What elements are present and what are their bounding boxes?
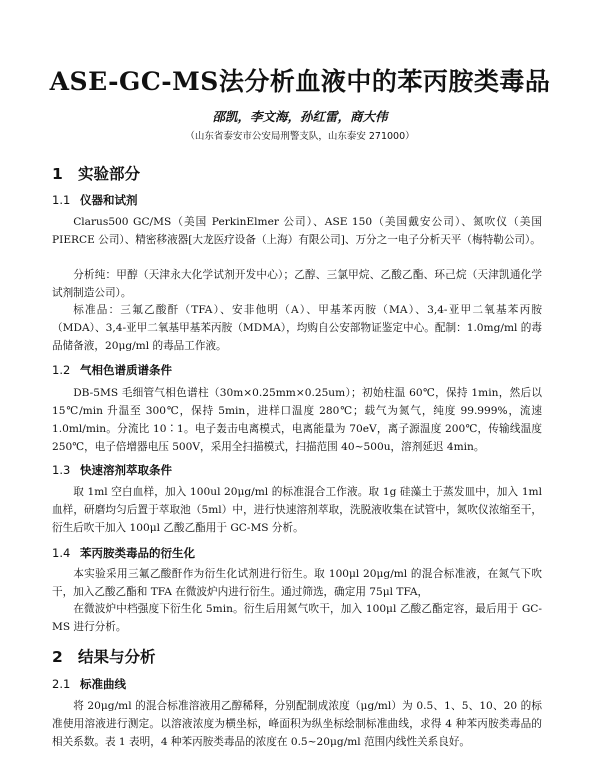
section-heading-1 — [52, 162, 140, 184]
subsection-number: 1.2 — [52, 363, 71, 377]
paragraph-standards: 标准品：三氟乙酸酐（TFA）、安非他明（A）、甲基苯丙胺（MA）、3,4-亚甲二氧基苯丙胺（MDA）、3,4-亚甲二氧基甲基苯丙胺（MDMA），均购自公安部物证鉴定中心。配制：1.0mg/ml 的毒品储备液，20μg/ml 的毒品工作液。 — [52, 304, 542, 352]
subsection-number: 1.3 — [52, 463, 71, 477]
section-label: 实验部分 — [78, 165, 141, 183]
subsection-heading-1-3 — [52, 462, 172, 478]
paragraph-gcms-conditions: DB-5MS 毛细管气相色谱柱（30m×0.25mm×0.25um）；初始柱温 60℃，保持 1min，然后以 15℃/min 升温至 300℃，保持 5min，进样口温度 280℃；载气为氮气，纯度 99.999%，流速 1.0ml/min。分流比 10∶1。电子轰击电离模式，电离能量为 70eV，离子源温度 200℃，传输线温度 250℃，电子倍增器电压 500V，采用全扫描模式，扫描范围 40~500u，溶剂延迟 4min。 — [52, 387, 542, 453]
subsection-heading-1-4 — [52, 545, 195, 561]
subsection-number: 1.1 — [52, 193, 71, 207]
paragraph-calibration: 将 20μg/ml 的混合标准溶液用乙醇稀释，分别配制成浓度（μg/ml）为 0.5、1、5、10、20 的标准使用溶液进行测定。以溶液浓度为横坐标，峰面积为纵坐标绘制标准曲线，求得 4 种苯丙胺类毒品的相关系数。表 1 表明，4 种苯丙胺类毒品的浓度在 0.5~20μg/ml 范围内线性关系良好。 — [52, 700, 542, 748]
paragraph-derivatization: 本实验采用三氟乙酸酐作为衍生化试剂进行衍生。取 100μl 20μg/ml 的混合标准液，在氮气下吹干，加入乙酸乙酯和 TFA 在微波炉内进行衍生。通过筛选，确定用 75μl TFA， — [52, 568, 542, 598]
subsection-heading-2-1 — [52, 676, 126, 692]
subsection-label: 苯丙胺类毒品的衍生化 — [80, 546, 195, 560]
paragraph-extraction: 取 1ml 空白血样，加入 100ul 20μg/ml 的标准混合工作液。取 1g 硅藻土于蒸发皿中，加入 1ml 血样，研磨均匀后置于萃取池（5ml）中，进行快速溶剂萃取，洗脱液收集在试管中，氮吹仪浓缩至干，衍生后吹干加入 100μl 乙酸乙酯用于 GC-MS 分析。 — [52, 486, 542, 534]
subsection-label: 气相色谱质谱条件 — [80, 363, 172, 377]
subsection-heading-1-2 — [52, 362, 172, 378]
paragraph-instruments: Clarus500 GC/MS（美国 PerkinElmer 公司）、ASE 150（美国戴安公司）、氮吹仪（美国 PIERCE 公司）、精密移液器[大龙医疗设备（上海）有限公司]、万分之一电子分析天平（梅特勒公司）。 — [52, 216, 542, 246]
subsection-label: 仪器和试剂 — [80, 193, 138, 207]
paper-title: ASE-GC-MS法分析血液中的苯丙胺类毒品 — [49, 67, 551, 96]
subsection-number: 1.4 — [52, 546, 71, 560]
section-label: 结果与分析 — [78, 648, 156, 666]
subsection-label: 快速溶剂萃取条件 — [80, 463, 172, 477]
subsection-label: 标准曲线 — [80, 677, 126, 691]
section-number: 1 — [52, 165, 63, 183]
subsection-heading-1-1 — [52, 192, 138, 208]
subsection-number: 2.1 — [52, 677, 71, 691]
paragraph-reagents: 分析纯：甲醇（天津永大化学试剂开发中心）；乙醇、三氯甲烷、乙酸乙酯、环己烷（天津凯通化学试剂制造公司）。 — [52, 269, 542, 299]
authors: 邵凯，李文海，孙红雷，商大伟 — [212, 109, 388, 124]
paragraph-derivatization-cont: 在微波炉中档强度下衍生化 5min。衍生后用氮气吹干，加入 100μl 乙酸乙酯定容，最后用于 GC-MS 进行分析。 — [52, 603, 542, 633]
section-number: 2 — [52, 648, 63, 666]
section-heading-2 — [52, 645, 156, 667]
affiliation: （山东省泰安市公安局刑警支队，山东泰安 271000） — [185, 131, 415, 142]
